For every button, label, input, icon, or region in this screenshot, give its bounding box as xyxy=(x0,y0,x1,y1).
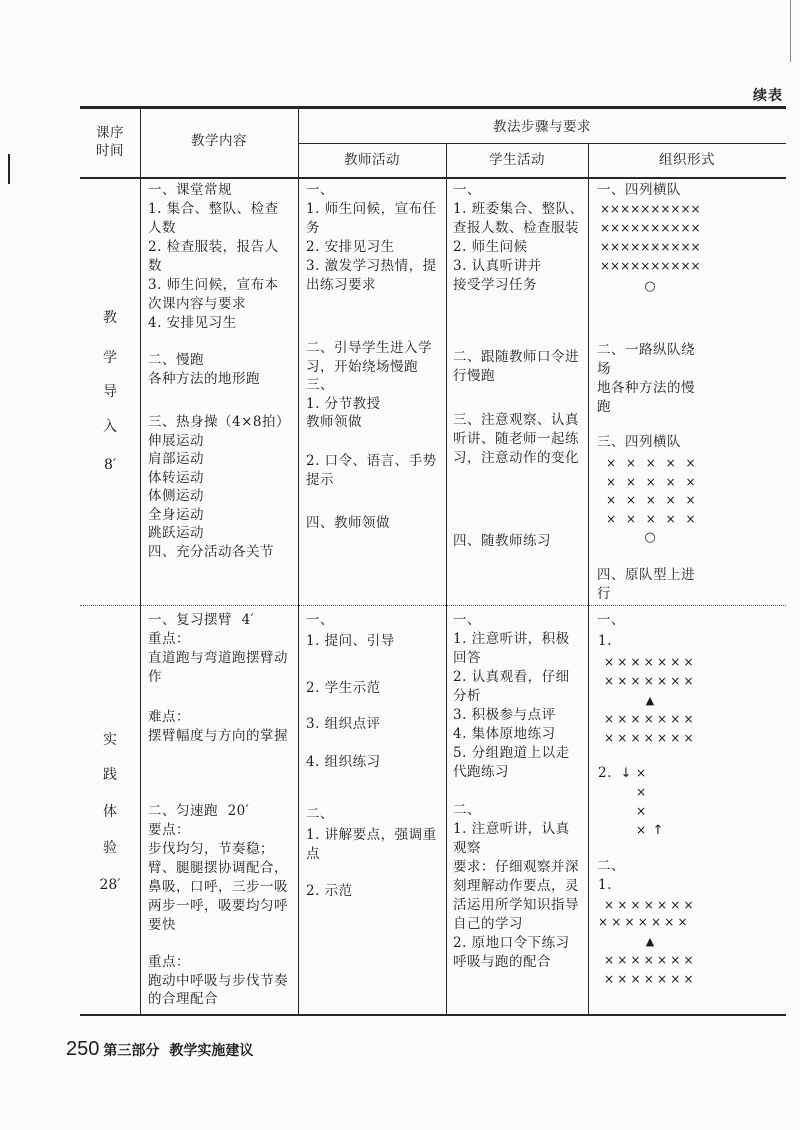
teacher-line: 3. 激发学习热情，提 xyxy=(306,258,437,274)
content-line: 体侧运动 xyxy=(148,488,204,504)
teacher-line: 一、 xyxy=(306,612,334,628)
teacher-block xyxy=(306,805,444,824)
teacher-block xyxy=(306,632,444,651)
content-block xyxy=(148,802,296,935)
student-single-file xyxy=(636,764,646,840)
student-line: 1. 注意听讲，认真 xyxy=(453,821,570,837)
down-arrow-icon: ↓ xyxy=(620,766,632,781)
up-arrow-icon: ↑ xyxy=(652,823,664,838)
period-char: 验 xyxy=(103,840,117,856)
content-line: 3. 师生问候，宣布本 xyxy=(148,277,279,293)
student-row-marks: ××××××× xyxy=(604,712,697,726)
content-line: 肩部运动 xyxy=(148,451,204,467)
period-char: 实 xyxy=(103,732,117,748)
content-block xyxy=(148,181,296,333)
org-line: 行 xyxy=(597,586,611,602)
teacher-line: 教师领做 xyxy=(306,414,362,430)
student-line: 3. 积极参与点评 xyxy=(453,707,556,723)
student-line: 3. 认真听讲并 xyxy=(453,258,542,274)
teacher-line: 四、教师领做 xyxy=(306,515,390,531)
student-line: 一、 xyxy=(453,612,481,628)
page-number: 250 xyxy=(66,1038,100,1060)
part-label: 第三部分 xyxy=(103,1043,160,1059)
student-line: 1. 班委集合、整队、 xyxy=(453,201,584,217)
student-row-marks: × × × × × xyxy=(606,511,696,526)
content-line: 三、热身操（4×8拍） xyxy=(148,414,290,430)
teacher-line: 2. 口令、语言、手势 xyxy=(306,453,437,469)
teacher-line: 1. 讲解要点，强调重 xyxy=(306,827,437,843)
header-bottom-rule xyxy=(80,177,786,179)
student-line: 二、跟随教师口令进 xyxy=(453,349,579,365)
org-line: 场 xyxy=(597,361,611,377)
org-formation-text xyxy=(597,341,783,417)
scan-edge-mark xyxy=(8,154,10,184)
content-line: 一、课堂常规 xyxy=(148,182,232,198)
student-line: 二、 xyxy=(453,802,481,818)
student-line: 2. 师生问候 xyxy=(453,239,528,255)
student-mark: × xyxy=(636,804,647,818)
header-teacher: 教师活动 xyxy=(344,152,400,168)
student-line: 2. 认真观看，仔细 xyxy=(453,669,570,685)
student-rows-back xyxy=(604,951,697,989)
period-char: 践 xyxy=(103,767,117,783)
page-footer xyxy=(66,1038,253,1061)
teacher-line: 2. 安排见习生 xyxy=(306,239,395,255)
period-time: 8′ xyxy=(103,457,117,473)
part-title: 教学实施建议 xyxy=(169,1043,254,1059)
teacher-block xyxy=(306,514,444,533)
student-line: 行慢跑 xyxy=(453,368,495,384)
period-char: 学 xyxy=(103,350,117,366)
org-formation-title: 三、四列横队 xyxy=(597,434,681,450)
teacher-line: 务 xyxy=(306,220,320,236)
content-line: 摆臂幅度与方向的掌握 xyxy=(148,728,288,744)
header-period-label: 课序 xyxy=(96,125,124,141)
student-line: 要求：仔细观察并深 xyxy=(453,859,579,875)
student-row-marks: ××××××× xyxy=(604,953,697,967)
content-line: 各种方法的地形跑 xyxy=(148,371,260,387)
content-line: 四、充分活动各关节 xyxy=(148,543,274,560)
student-line: 听讲、随老师一起练 xyxy=(453,431,579,447)
content-line: 数 xyxy=(148,258,162,274)
student-row-marks: × × × × × xyxy=(606,456,696,470)
org-line: 地各种方法的慢 xyxy=(597,380,695,396)
content-line: 直道跑与弯道跑摆臂动 xyxy=(148,650,288,666)
teacher-block xyxy=(306,753,444,772)
content-line: 要快 xyxy=(148,917,176,933)
content-line: 伸展运动 xyxy=(148,432,204,449)
teacher-line: 1. 分节教授 xyxy=(306,395,381,412)
student-block xyxy=(453,411,587,468)
teacher-line: 点 xyxy=(306,846,320,862)
teacher-block xyxy=(306,339,444,432)
table-top-rule xyxy=(80,106,786,109)
student-rows-front xyxy=(604,653,697,691)
header-student: 学生活动 xyxy=(489,152,545,168)
teacher-block xyxy=(306,826,444,864)
student-row-marks: × × × × × xyxy=(606,474,696,489)
org-part-label: 一、 xyxy=(597,612,625,628)
student-row-marks: ××××××× xyxy=(604,731,697,745)
period-time: 28′ xyxy=(99,877,121,893)
section-separator xyxy=(80,605,786,606)
org-formation-text xyxy=(597,566,783,604)
column-divider xyxy=(446,143,447,1015)
student-line: 自己的学习 xyxy=(453,916,523,932)
content-line: 二、慢跑 xyxy=(148,352,204,368)
period-char: 教 xyxy=(103,310,117,326)
content-line: 一、复习摆臂 4′ xyxy=(148,612,255,628)
student-mark: × xyxy=(636,823,647,837)
column-divider xyxy=(588,143,589,1015)
student-line: 4. 集体原地练习 xyxy=(453,726,556,742)
teacher-line: 出练习要求 xyxy=(306,277,376,293)
student-row-marks: ××××××× xyxy=(604,972,697,986)
student-mark: × xyxy=(636,785,647,799)
student-row-marks: ××××××× xyxy=(604,674,697,688)
student-line: 呼吸与跑的配合 xyxy=(453,954,551,970)
teacher-line: 二、引导学生进入学 xyxy=(306,340,432,356)
student-block xyxy=(453,532,587,551)
content-line: 1. 集合、整队、检查 xyxy=(148,201,279,217)
header-organization: 组织形式 xyxy=(659,152,715,168)
student-rows-four-lines-spaced xyxy=(606,454,696,528)
teacher-line: 2. 学生示范 xyxy=(306,680,381,696)
teacher-position-circle-icon: ○ xyxy=(644,279,656,294)
teacher-line: 提示 xyxy=(306,472,334,488)
header-steps: 教法步骤与要求 xyxy=(493,119,591,135)
content-block xyxy=(148,351,296,389)
student-line: 刻理解动作要点，灵 xyxy=(453,878,579,894)
content-line: 全身运动 xyxy=(148,506,204,523)
content-block xyxy=(148,953,296,1009)
teacher-block xyxy=(306,679,444,698)
student-line: 5. 分组跑道上以走 xyxy=(453,745,570,761)
teacher-block xyxy=(306,715,444,734)
content-line: 体转运动 xyxy=(148,469,204,486)
header-period-time xyxy=(80,124,140,160)
teacher-line: 4. 组织练习 xyxy=(306,754,381,770)
header-time-label: 时间 xyxy=(96,143,124,159)
continued-table-label: 续表 xyxy=(753,88,783,104)
student-line: 1. 注意听讲，积极 xyxy=(453,631,570,647)
teacher-line: 1. 提问、引导 xyxy=(306,633,395,649)
student-row-marks: ×××××××××× xyxy=(600,259,701,273)
scan-edge-mark xyxy=(790,0,791,62)
student-row-marks: ×××××××××× xyxy=(600,240,701,254)
org-formation-title: 一、四列横队 xyxy=(597,182,681,198)
drill-label: 2. xyxy=(598,765,612,781)
student-rows-back xyxy=(604,710,697,748)
teacher-line: 一、 xyxy=(306,182,334,198)
org-part-label: 二、 xyxy=(597,858,625,874)
content-line: 重点： xyxy=(148,954,190,970)
period-char: 入 xyxy=(103,419,117,435)
period-char: 体 xyxy=(103,804,117,820)
student-line: 一、 xyxy=(453,182,481,198)
content-line: 次课内容与要求 xyxy=(148,296,246,312)
student-row-marks: ×××××××××× xyxy=(600,221,701,235)
student-block xyxy=(453,181,587,295)
content-line: 要点： xyxy=(148,822,190,838)
teacher-line: 习，开始绕场慢跑 xyxy=(306,358,418,375)
student-line: 代跑练习 xyxy=(453,764,509,780)
student-row-marks: ××××××× xyxy=(604,655,697,669)
student-row-marks: ××××××× xyxy=(604,898,697,912)
content-line: 臂、腿腿摆协调配合， xyxy=(148,860,288,876)
teacher-position-triangle-icon: ▲ xyxy=(645,935,655,948)
student-line: 三、注意观察、认真 xyxy=(453,412,579,428)
content-line: 4. 安排见习生 xyxy=(148,315,237,331)
student-line: 活运用所学知识指导 xyxy=(453,897,579,913)
content-line: 鼻吸，口呼，三步一吸 xyxy=(148,879,288,895)
content-line: 重点： xyxy=(148,631,190,647)
teacher-line: 三、 xyxy=(306,377,334,393)
student-mark: × xyxy=(636,766,647,780)
column-divider xyxy=(298,108,299,1015)
steps-subheader-rule xyxy=(298,143,786,144)
content-line: 两步一呼，吸要均匀呼 xyxy=(148,898,288,914)
header-content: 教学内容 xyxy=(191,133,247,149)
content-line: 作 xyxy=(148,669,162,685)
teacher-block xyxy=(306,181,444,295)
teacher-block xyxy=(306,452,444,490)
teacher-line: 1. 师生问候，宣布任 xyxy=(306,201,437,217)
content-block xyxy=(148,708,296,746)
drill-label: 1. xyxy=(598,877,612,893)
student-line: 习，注意动作的变化 xyxy=(453,450,579,466)
student-row-marks: × × × × × xyxy=(606,493,696,507)
student-row-marks: ××××××× xyxy=(598,915,691,929)
teacher-position-triangle-icon: ▲ xyxy=(645,694,655,707)
student-block xyxy=(453,801,587,972)
student-line: 观察 xyxy=(453,840,481,856)
teacher-block xyxy=(306,882,444,901)
content-line: 跳跃运动 xyxy=(148,525,204,541)
student-rows-four-lines xyxy=(600,200,701,276)
content-block xyxy=(148,413,296,561)
teacher-line: 2. 示范 xyxy=(306,883,353,899)
content-line: 步伐均匀，节奏稳； xyxy=(148,841,274,857)
teacher-line: 3. 组织点评 xyxy=(306,716,381,732)
content-line: 难点： xyxy=(148,709,190,725)
student-row-marks: ×××××××××× xyxy=(600,202,701,216)
org-line: 二、一路纵队绕 xyxy=(597,342,695,358)
teacher-block xyxy=(306,611,444,630)
period-char: 导 xyxy=(103,384,117,400)
content-line: 人数 xyxy=(148,220,176,236)
student-block xyxy=(453,611,587,782)
org-line: 跑 xyxy=(597,399,611,415)
table-bottom-rule xyxy=(80,1014,786,1016)
content-block xyxy=(148,611,296,687)
student-block xyxy=(453,348,587,386)
student-line: 四、随教师练习 xyxy=(453,533,551,549)
teacher-position-circle-icon: ○ xyxy=(644,530,656,545)
student-line: 查报人数、检查服装 xyxy=(453,220,579,236)
content-line: 二、匀速跑 20′ xyxy=(148,803,250,819)
content-line: 的合理配合 xyxy=(148,991,218,1007)
student-line: 2. 原地口令下练习 xyxy=(453,935,570,951)
student-line: 回答 xyxy=(453,650,481,666)
column-divider xyxy=(140,108,141,1015)
student-line: 接受学习任务 xyxy=(453,277,537,293)
content-line: 2. 检查服装，报告人 xyxy=(148,239,279,255)
teacher-line: 二、 xyxy=(306,806,334,822)
student-line: 分析 xyxy=(453,688,481,704)
content-line: 跑动中呼吸与步伐节奏 xyxy=(148,972,288,989)
drill-label: 1. xyxy=(598,633,612,649)
org-line: 四、原队型上进 xyxy=(597,567,695,583)
